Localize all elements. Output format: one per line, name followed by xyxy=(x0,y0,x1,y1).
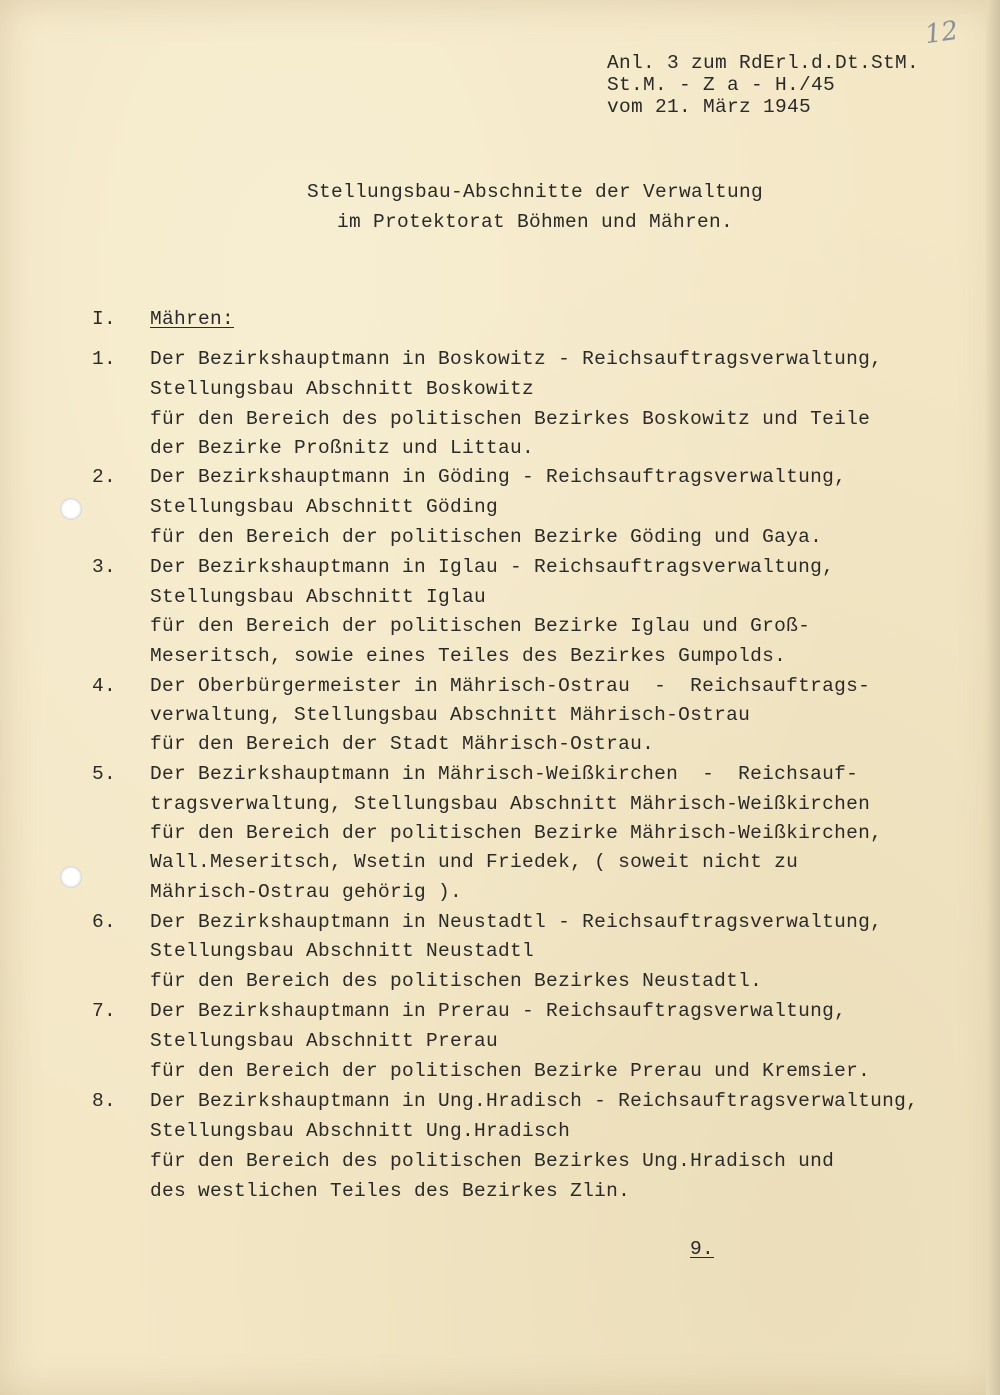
entry-line: tragsverwaltung, Stellungsbau Abschnitt Mährisch-Weißkirchen xyxy=(150,793,871,815)
reference-line: St.M. - Z a - H./45 xyxy=(607,74,836,96)
entry-line: für den Bereich der politischen Bezirke Prerau und Kremsier. xyxy=(150,1060,871,1082)
entry-line: Meseritsch, sowie eines Teiles des Bezirkes Gumpolds. xyxy=(150,645,787,667)
entry-line: Stellungsbau Abschnitt Iglau xyxy=(150,586,487,608)
entry-line: Stellungsbau Abschnitt Boskowitz xyxy=(150,378,535,400)
entry-line: für den Bereich des politischen Bezirkes Neustadtl. xyxy=(150,970,763,992)
entry-line: Wall.Meseritsch, Wsetin und Friedek, ( soweit nicht zu xyxy=(150,851,799,873)
entry-line: Der Bezirkshauptmann in Mährisch-Weißkirchen - Reichsauf- xyxy=(150,763,859,785)
entry-number: 1. xyxy=(92,348,117,370)
entry-line: Stellungsbau Abschnitt Göding xyxy=(150,496,499,518)
entry-line: für den Bereich der politischen Bezirke Göding und Gaya. xyxy=(150,526,823,548)
entry-number: 4. xyxy=(92,675,117,697)
entry-line: für den Bereich des politischen Bezirkes Boskowitz und Teile xyxy=(150,408,871,430)
entry-number: 8. xyxy=(92,1090,117,1112)
reference-line: Anl. 3 zum RdErl.d.Dt.StM. xyxy=(607,52,920,74)
entry-line: Stellungsbau Abschnitt Neustadtl xyxy=(150,940,535,962)
section-number: I. xyxy=(92,308,117,330)
entry-line: Mährisch-Ostrau gehörig ). xyxy=(150,881,463,903)
entry-line: Stellungsbau Abschnitt Prerau xyxy=(150,1030,499,1052)
document-title: Stellungsbau-Abschnitte der Verwaltung xyxy=(306,181,764,203)
entry-number: 3. xyxy=(92,556,117,578)
entry-line: Der Bezirkshauptmann in Neustadtl - Reichsauftragsverwaltung, xyxy=(150,911,883,933)
reference-line: vom 21. März 1945 xyxy=(607,96,812,118)
entry-line: Der Bezirkshauptmann in Boskowitz - Reichsauftragsverwaltung, xyxy=(150,348,883,370)
entry-line: des westlichen Teiles des Bezirkes Zlin. xyxy=(150,1180,631,1202)
document-title: im Protektorat Böhmen und Mähren. xyxy=(336,211,734,233)
entry-line: Stellungsbau Abschnitt Ung.Hradisch xyxy=(150,1120,571,1142)
entry-line: Der Bezirkshauptmann in Ung.Hradisch - Reichsauftragsverwaltung, xyxy=(150,1090,919,1112)
entry-number: 5. xyxy=(92,763,117,785)
punch-hole xyxy=(60,866,82,888)
entry-line: Der Oberbürgermeister in Mährisch-Ostrau - Reichsauftrags- xyxy=(150,675,871,697)
folio-number: 12 xyxy=(923,15,961,51)
entry-line: für den Bereich der Stadt Mährisch-Ostrau. xyxy=(150,733,655,755)
punch-hole xyxy=(60,498,82,520)
entry-line: Der Bezirkshauptmann in Göding - Reichsauftragsverwaltung, xyxy=(150,466,847,488)
continuation-marker: 9. xyxy=(690,1238,715,1260)
entry-line: für den Bereich der politischen Bezirke Iglau und Groß- xyxy=(150,615,811,637)
entry-line: Der Bezirkshauptmann in Prerau - Reichsauftragsverwaltung, xyxy=(150,1000,847,1022)
entry-line: Der Bezirkshauptmann in Iglau - Reichsauftragsverwaltung, xyxy=(150,556,835,578)
paper-edge xyxy=(986,0,1000,1395)
entry-number: 6. xyxy=(92,911,117,933)
entry-line: der Bezirke Proßnitz und Littau. xyxy=(150,437,535,459)
entry-number: 2. xyxy=(92,466,117,488)
entry-line: für den Bereich der politischen Bezirke Mährisch-Weißkirchen, xyxy=(150,822,883,844)
entry-line: verwaltung, Stellungsbau Abschnitt Mährisch-Ostrau xyxy=(150,704,751,726)
section-heading: Mähren: xyxy=(150,308,235,330)
entry-line: für den Bereich des politischen Bezirkes Ung.Hradisch und xyxy=(150,1150,835,1172)
entry-number: 7. xyxy=(92,1000,117,1022)
